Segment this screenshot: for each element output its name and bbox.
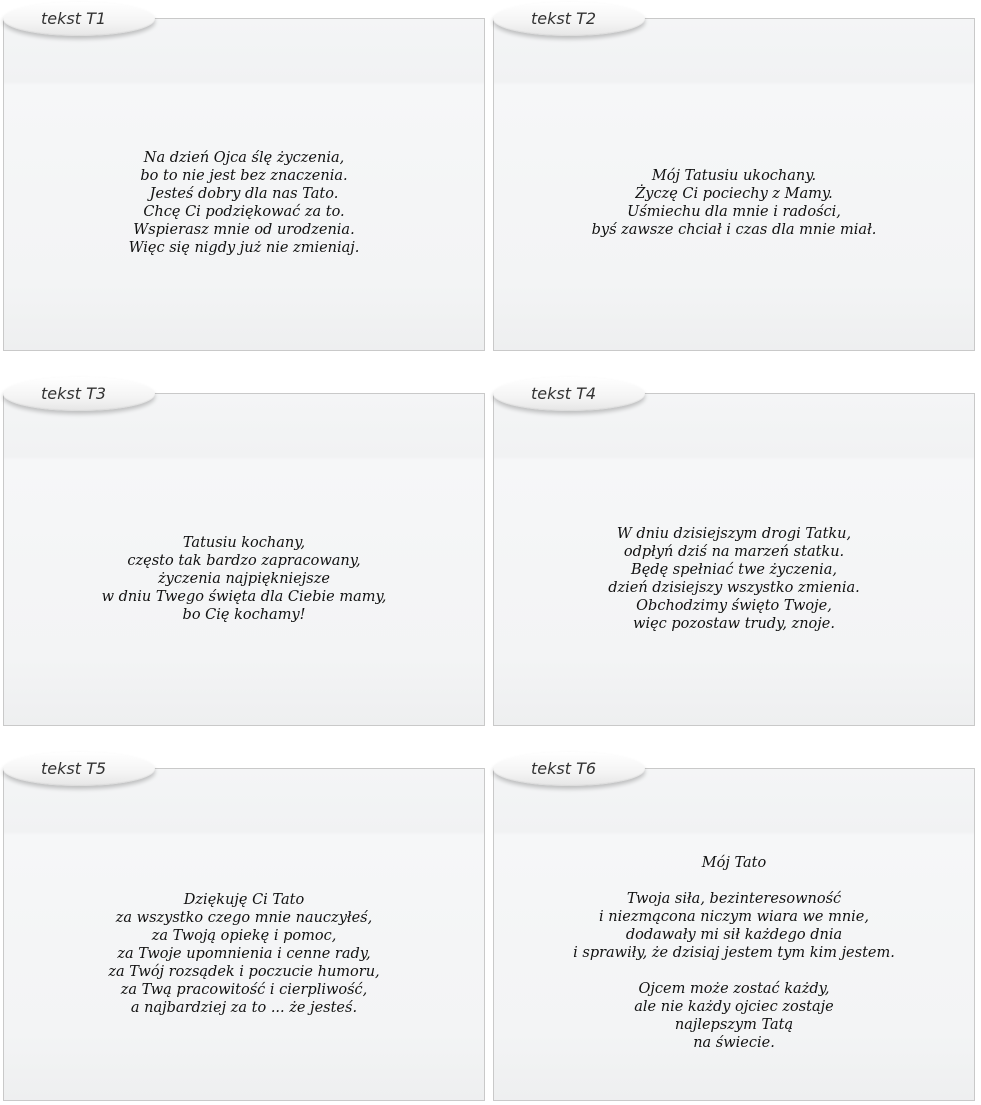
poem-line: na świecie. [693, 1035, 775, 1051]
card-tekst-t2 [493, 18, 975, 351]
poem-line: najlepszym Tatą [674, 1017, 794, 1033]
poem-line: Jesteś dobry dla nas Tato. [149, 186, 339, 202]
tab-tekst-t2[interactable] [493, 2, 645, 36]
tab-tekst-t6[interactable] [493, 752, 645, 786]
poem-line: bo to nie jest bez znaczenia. [140, 168, 348, 184]
poem-line: za Twą pracowitość i cierpliwość, [120, 982, 368, 998]
poem-line: dodawały mi sił każdego dnia [625, 927, 843, 943]
poem-line: byś zawsze chciał i czas dla mnie miał. [591, 222, 877, 238]
card-tekst-t1 [3, 18, 485, 351]
poem-line: za wszystko czego mnie nauczyłeś, [115, 910, 373, 926]
poem-line: Życzę Ci pociechy z Mamy. [635, 186, 833, 202]
card-tekst-t3 [3, 393, 485, 726]
poem-text [4, 534, 484, 624]
poem-text [4, 891, 484, 1017]
card-tekst-t4 [493, 393, 975, 726]
poem-line: Mój Tatusiu ukochany. [651, 168, 817, 184]
poem-line: Więc się nigdy już nie zmieniaj. [128, 240, 360, 256]
poem-line: W dniu dzisiejszym drogi Tatku, [616, 526, 852, 542]
poem-line: w dniu Twego święta dla Ciebie mamy, [101, 589, 387, 605]
tab-tekst-t1[interactable] [3, 2, 155, 36]
poem-line: odpłyń dziś na marzeń statku. [623, 544, 845, 560]
poem-line: Tatusiu kochany, [182, 535, 306, 551]
poem-text [4, 149, 484, 257]
poem-line: Dziękuję Ci Tato [183, 892, 305, 908]
tab-tekst-t3[interactable] [3, 377, 155, 411]
poem-line: ale nie każdy ojciec zostaje [634, 999, 834, 1015]
tab-label: tekst T1 [41, 9, 107, 28]
tab-tekst-t4[interactable] [493, 377, 645, 411]
poem-line: i niezmącona niczym wiara we mnie, [599, 909, 869, 925]
poem-line: Obchodzimy święto Twoje, [636, 598, 832, 614]
tab-label: tekst T4 [531, 384, 597, 403]
poem-text [494, 854, 974, 1052]
poem-line: dzień dzisiejszy wszystko zmienia. [608, 580, 860, 596]
poem-line: Wspierasz mnie od urodzenia. [133, 222, 355, 238]
card-tekst-t5 [3, 768, 485, 1101]
poem-line: za Twoją opiekę i pomoc, [151, 928, 337, 944]
poem-title: Mój Tato [701, 855, 767, 871]
card-tekst-t6 [493, 768, 975, 1101]
poem-text [494, 525, 974, 633]
tab-label: tekst T5 [41, 759, 107, 778]
poem-line: Ojcem może zostać każdy, [638, 981, 830, 997]
poem-line: za Twój rozsądek i poczucie humoru, [108, 964, 380, 980]
poem-line: bo Cię kochamy! [182, 607, 306, 623]
poem-line: Na dzień Ojca ślę życzenia, [143, 150, 345, 166]
poem-line: a najbardziej za to ... że jesteś. [130, 1000, 358, 1016]
tab-tekst-t5[interactable] [3, 752, 155, 786]
poem-line: często tak bardzo zapracowany, [127, 553, 361, 569]
poem-line: Chcę Ci podziękować za to. [143, 204, 345, 220]
tab-label: tekst T3 [41, 384, 107, 403]
poem-line: życzenia najpiękniejsze [158, 571, 330, 587]
poem-line: Będę spełniać twe życzenia, [631, 562, 837, 578]
poem-line: Uśmiechu dla mnie i radości, [627, 204, 841, 220]
poem-line: za Twoje upomnienia i cenne rady, [117, 946, 371, 962]
tab-label: tekst T2 [531, 9, 597, 28]
poem-text [494, 167, 974, 239]
poem-line: Twoja siła, bezinteresowność [626, 891, 842, 907]
poem-line: więc pozostaw trudy, znoje. [633, 616, 835, 632]
tab-label: tekst T6 [531, 759, 597, 778]
poem-line: i sprawiły, że dzisiaj jestem tym kim jestem. [573, 945, 895, 961]
